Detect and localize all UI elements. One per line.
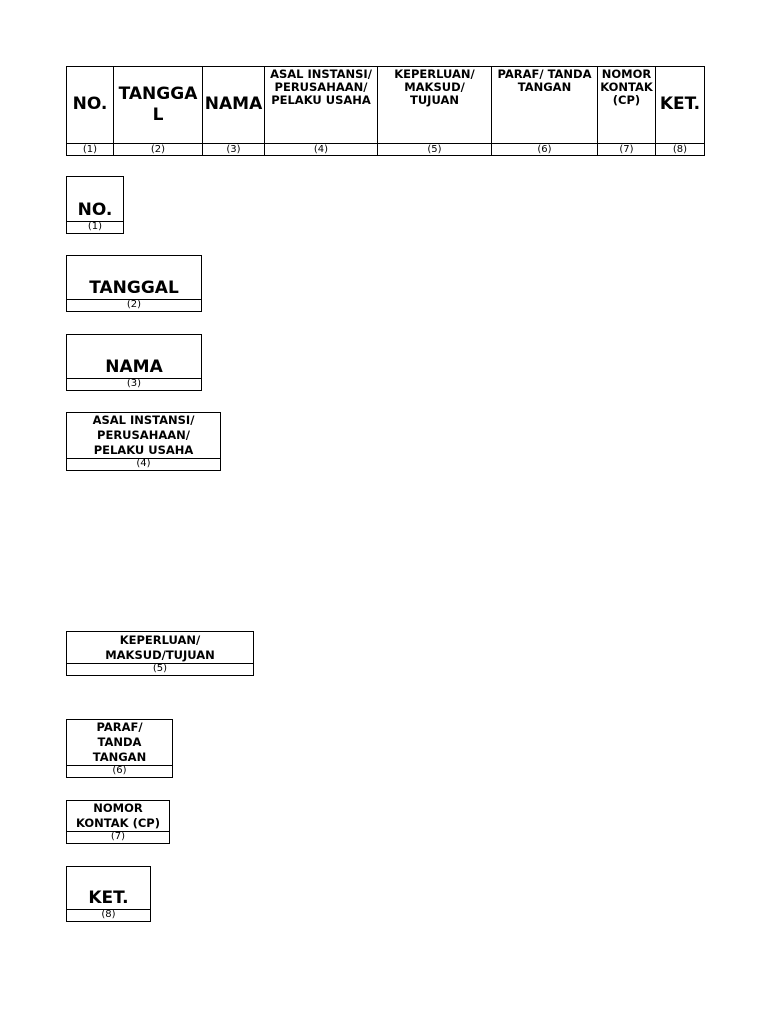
box-ket	[66, 866, 151, 922]
header-number-4: (4)	[265, 144, 378, 156]
box-keperluan-number: (5)	[152, 663, 168, 674]
box-tanggal	[66, 255, 202, 312]
box-keperluan	[66, 631, 254, 676]
box-nama-number: (3)	[126, 378, 142, 389]
box-nomor-kontak-number: (7)	[110, 831, 126, 842]
header-number-6: (6)	[492, 144, 598, 156]
box-tanggal-number: (2)	[126, 299, 142, 310]
header-no: NO.	[67, 67, 114, 144]
box-asal-instansi-number: (4)	[136, 458, 151, 469]
box-nama-label: NAMA	[67, 335, 201, 379]
header-number-3: (3)	[203, 144, 265, 156]
header-nomor-kontak: NOMOR KONTAK (CP)	[598, 67, 656, 144]
box-no-number: (1)	[87, 221, 103, 232]
header-tanggal: TANGGAL	[114, 67, 203, 144]
header-number-1: (1)	[67, 144, 114, 156]
box-tanggal-label: TANGGAL	[67, 256, 201, 300]
box-paraf-label: PARAF/ TANDA TANGAN	[67, 720, 172, 766]
header-nama: NAMA	[203, 67, 265, 144]
header-paraf: PARAF/ TANDA TANGAN	[492, 67, 598, 144]
box-ket-label: KET.	[67, 867, 150, 910]
box-paraf	[66, 719, 173, 778]
box-ket-number: (8)	[101, 909, 116, 920]
box-asal-instansi	[66, 412, 221, 471]
box-paraf-number: (6)	[112, 765, 127, 776]
header-number-5: (5)	[378, 144, 492, 156]
box-nomor-kontak-label: NOMOR KONTAK (CP)	[67, 801, 169, 832]
header-number-7: (7)	[598, 144, 656, 156]
box-asal-instansi-label: ASAL INSTANSI/ PERUSAHAAN/ PELAKU USAHA	[67, 413, 220, 459]
header-number-8: (8)	[656, 144, 705, 156]
box-nomor-kontak	[66, 800, 170, 844]
box-no	[66, 176, 124, 234]
box-nama	[66, 334, 202, 391]
box-no-label: NO.	[67, 177, 123, 222]
header-ket: KET.	[656, 67, 705, 144]
header-keperluan: KEPERLUAN/ MAKSUD/ TUJUAN	[378, 67, 492, 144]
header-asal-instansi: ASAL INSTANSI/ PERUSAHAAN/ PELAKU USAHA	[265, 67, 378, 144]
guest-book-header-table	[66, 66, 705, 156]
box-keperluan-label: KEPERLUAN/ MAKSUD/TUJUAN	[67, 632, 253, 664]
header-number-2: (2)	[114, 144, 203, 156]
